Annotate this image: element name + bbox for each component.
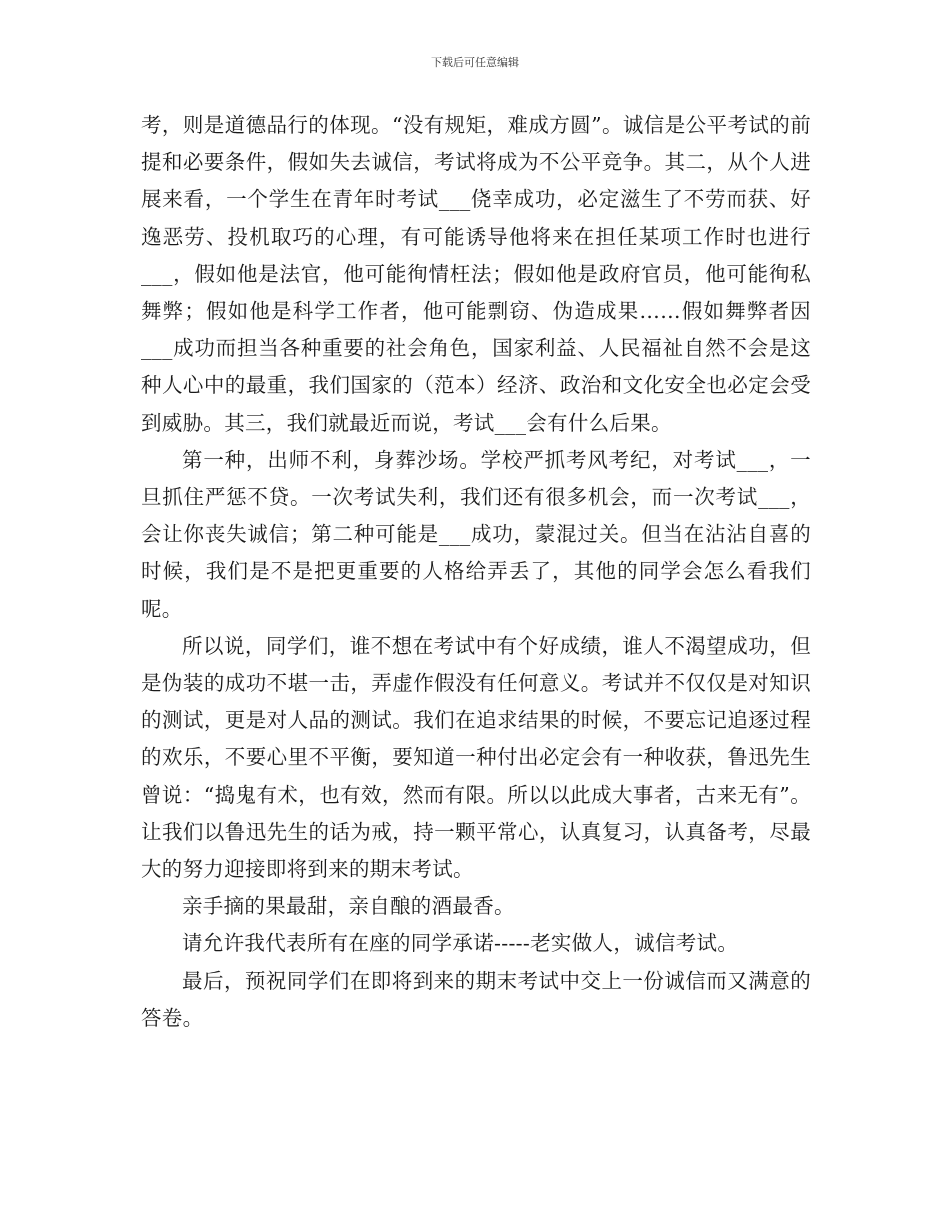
paragraph: 亲手摘的果最甜，亲自酿的酒最香。 xyxy=(182,894,515,919)
page-header: 下载后可任意编辑 xyxy=(431,56,519,69)
paragraph: 第一种，出师不利，身葬沙场。学校严抓考风考纪，对考试___，一旦抓住严惩不贷。一次考试失利，我们还有很多机会，而一次考试___，会让你丧失诚信；第二种可能是___成功，蒙混过关。但当在沾沾自喜的时候，我们是不是把更重要的人格给弄丢了，其他的同学会怎么看我们呢。 xyxy=(141,447,811,621)
document-body xyxy=(141,107,811,1037)
paragraph: 请允许我代表所有在座的同学承诺-----老实做人，诚信考试。 xyxy=(182,931,739,956)
paragraph: 考，则是道德品行的体现。“没有规矩，难成方圆”。诚信是公平考试的前提和必要条件，假如失去诚信，考试将成为不公平竞争。其二，从个人进展来看，一个学生在青年时考试___侥幸成功，必定滋生了不劳而获、好逸恶劳、投机取巧的心理，有可能诱导他将来在担任某项工作时也进行___，假如他是法官，他可能徇情枉法；假如他是政府官员，他可能徇私舞弊；假如他是科学工作者，他可能剽窃、伪造成果……假如舞弊者因___成功而担当各种重要的社会角色，国家利益、人民福祉自然不会是这种人心中的最重，我们国家的（范本）经济、政治和文化安全也必定会受到威胁。其三，我们就最近而说，考试___会有什么后果。 xyxy=(141,113,811,435)
paragraph: 最后，预祝同学们在即将到来的期末考试中交上一份诚信而又满意的答卷。 xyxy=(141,968,811,1030)
paragraph: 所以说，同学们，谁不想在考试中有个好成绩，谁人不渴望成功，但是伪装的成功不堪一击，弄虚作假没有任何意义。考试并不仅仅是对知识的测试，更是对人品的测试。我们在追求结果的时候，不要忘记追逐过程的欢乐，不要心里不平衡，要知道一种付出必定会有一种收获，鲁迅先生曾说：“捣鬼有术，也有效，然而有限。所以以此成大事者，古来无有”。让我们以鲁迅先生的话为戒，持一颗平常心，认真复习，认真备考，尽最大的努力迎接即将到来的期末考试。 xyxy=(141,633,811,882)
